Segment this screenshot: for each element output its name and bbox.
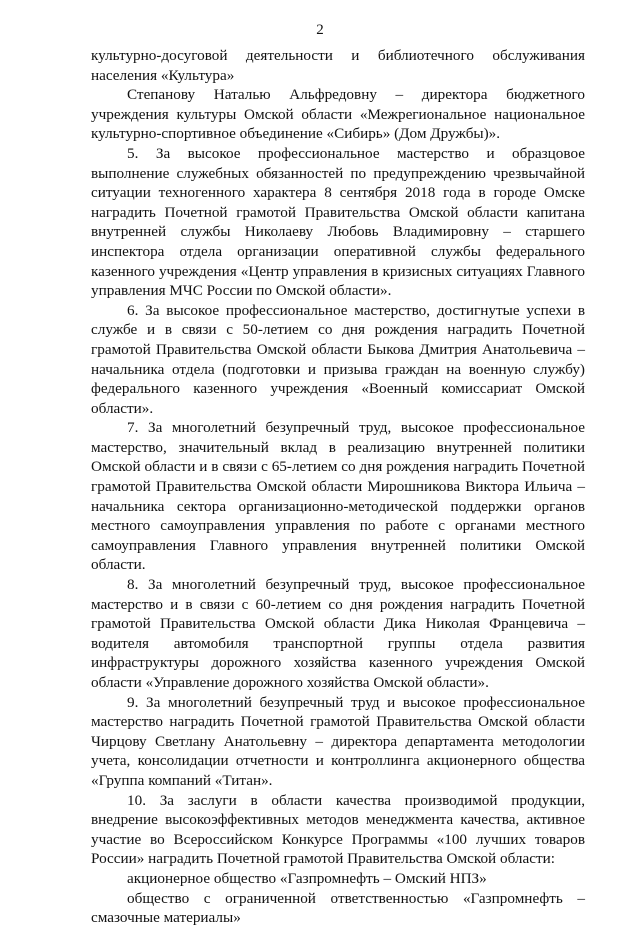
paragraph-awardee-lubricants: общество с ограниченной ответственностью «Газпромнефть – смазочные материалы» (91, 889, 585, 927)
paragraph-item-9: 9. За многолетний безупречный труд и высокое профессиональное мастерство наградить Почетной грамотой Правительства Омской области Чирцову Светлану Анатольевну – директора департамента методологии учета, консолидации отчетности и контроллинга акционерного общества «Группа компаний «Титан». (91, 693, 585, 789)
paragraph-stepanova: Степанову Наталью Альфредовну – директора бюджетного учреждения культуры Омской области «Межрегиональное национальное культурно-спортивное объединение «Сибирь» (Дом Дружбы)». (91, 86, 585, 143)
paragraph-item-6: 6. За высокое профессиональное мастерство, достигнутые успехи в службе и в связи с 50-летием со дня рождения наградить Почетной грамотой Правительства Омской области Быкова Дмитрия Анатольевича – начальника отдела (подготовки и призыва граждан на военную службу) федерального казенного учреждения «Военный комиссариат Омской области». (91, 301, 585, 417)
paragraph-item-5: 5. За высокое профессиональное мастерство и образцовое выполнение служебных обязанностей по предупреждению чрезвычайной ситуации техногенного характера 8 сентября 2018 года в городе Омске наградить Почетной грамотой Правительства Омской области капитана внутренней службы Николаеву Любовь Владимировну – старшего инспектора отдела организации оперативной службы федерального казенного учреждения «Центр управления в кризисных ситуациях Главного управления МЧС России по Омской области». (91, 144, 585, 300)
document-body (91, 46, 585, 928)
paragraph-item-8: 8. За многолетний безупречный труд, высокое профессиональное мастерство и в связи с 60-летием со дня рождения наградить Почетной грамотой Правительства Омской области Дика Николая Францевича – водителя автомобиля транспортной группы отдела развития инфраструктуры дорожного хозяйства казенного учреждения Омской области «Управление дорожного хозяйства Омской области». (91, 576, 585, 691)
paragraph-item-10: 10. За заслуги в области качества производимой продукции, внедрение высокоэффективных методов менеджмента качества, активное участие во Всероссийском Конкурсе Программы «100 лучших товаров России» наградить Почетной грамотой Правительства Омской области: (91, 791, 585, 868)
page-number: 2 (316, 22, 324, 38)
paragraph-culture-org-continuation: культурно-досуговой деятельности и библиотечного обслуживания населения «Культура» (91, 47, 585, 84)
paragraph-awardee-omsk-refinery: акционерное общество «Газпромнефть – Омский НПЗ» (127, 869, 487, 887)
paragraph-item-7: 7. За многолетний безупречный труд, высокое профессиональное мастерство, значительный вклад в реализацию внутренней политики Омской области и в связи с 65-летием со дня рождения наградить Почетной грамотой Правительства Омской области Мирошникова Виктора Ильича – начальника сектора организационно-методической поддержки органов местного самоуправления управления по работе с органами местного самоуправления Главного управления внутренней политики Омской области. (91, 419, 585, 574)
